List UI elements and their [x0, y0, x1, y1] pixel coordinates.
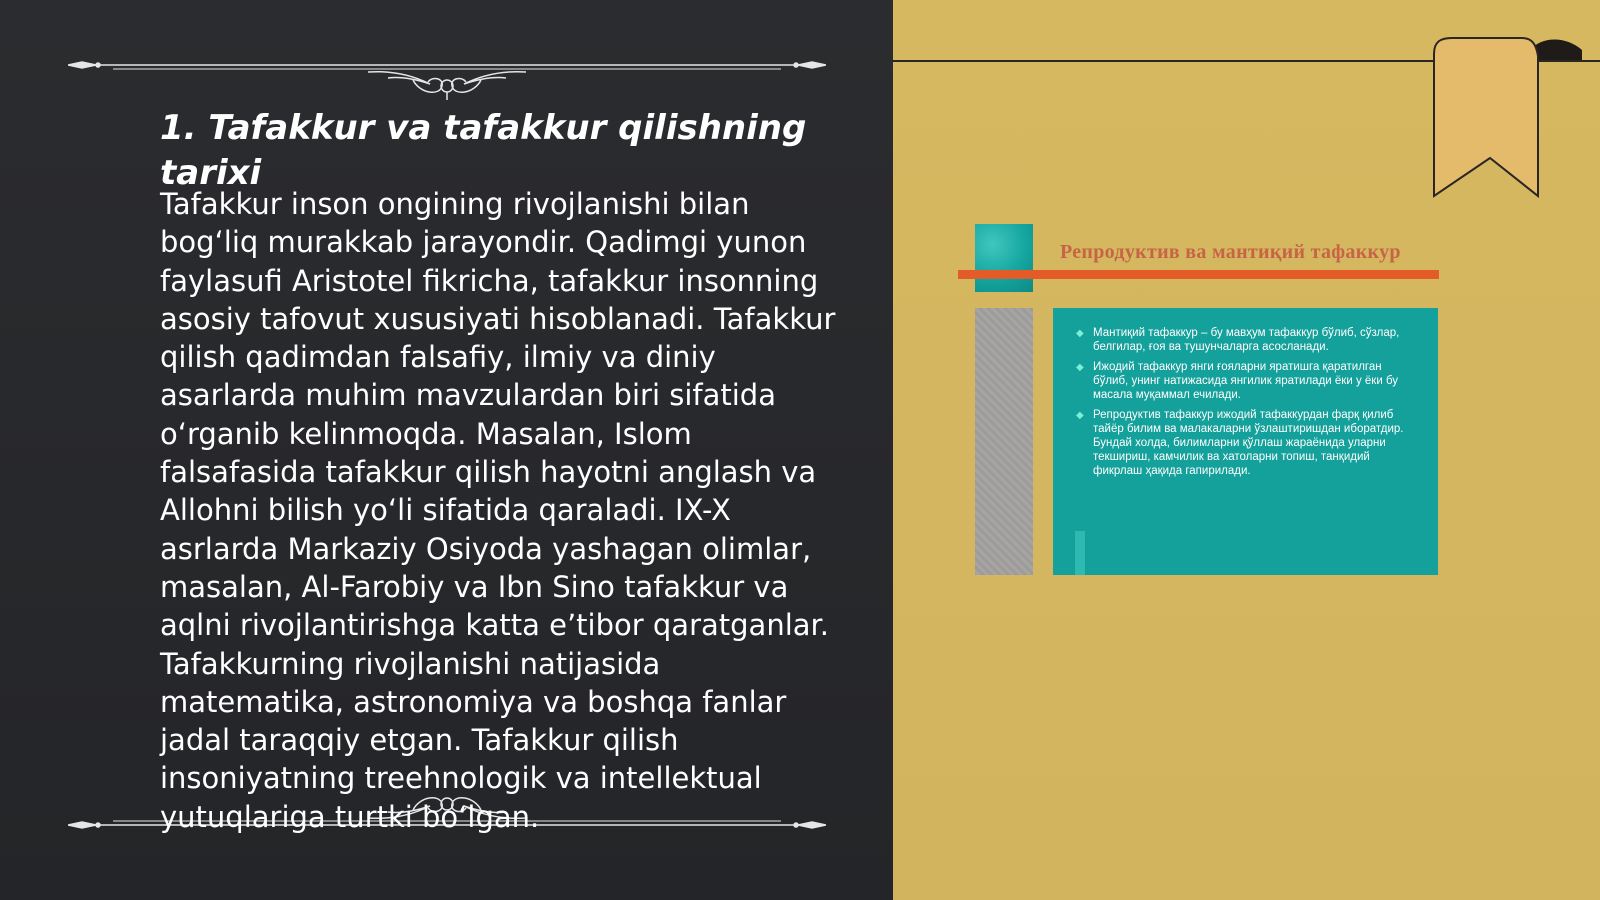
bullet-text: Мантиқий тафаккур – бу мавҳум тафаккур бўлиб, сўзлар, белгилар, ғоя ва тушунчаларга асосланади. [1093, 327, 1400, 353]
list-item [1076, 360, 1420, 402]
bookmark-ribbon-icon [1432, 36, 1600, 200]
teal-texture-block [975, 224, 1033, 292]
embedded-slide-content-card [1053, 308, 1438, 575]
bullet-text: Ижодий тафаккур янги ғояларни яратишга қаратилган бўлиб, унинг натижасида янгилик яратилади ёки у ёки бу масала муқаммал ечилади. [1093, 361, 1399, 401]
list-item [1076, 408, 1420, 478]
top-ornament-divider [68, 50, 826, 100]
embedded-slide-title: Репродуктив ва мантиқий тафаккур [1060, 241, 1401, 263]
slide-body-text: Tafakkur inson ongining rivojlanishi bilan bog‘liq murakkab jarayondir. Qadimgi yunon faylasufi Aristotel fikricha, tafakkur insonning asosiy tafovut xususiyati hisoblanadi. Tafakkur qilish qadimdan falsafiy, ilmiy va diniy asarlarda muhim mavzulardan biri sifatida o‘rganib kelinmoqda. Masalan, Islom falsafasida tafakkur qilish hayotni anglash va Allohni bilish yo‘li sifatida qaraladi. IX-X asrlarda Markaziy Osiyoda yashagan olimlar, masalan, Al-Farobiy va Ibn Sino tafakkur va aqlni rivojlantirishga katta e’tibor qaratganlar. Tafakkurning rivojlanishi natijasida matematika, astronomiya va boshqa fanlar jadal taraqqiy etgan. Tafakkur qilish insoniyatning treehnologik va intellektual yutuqlariga turtki bo‘lgan. [160, 187, 836, 834]
bullet-icon: ◆ [1076, 410, 1084, 421]
gray-texture-strip [975, 308, 1033, 575]
bullet-icon: ◆ [1076, 328, 1084, 339]
bullet-text: Репродуктив тафаккур ижодий тафаккурдан фарқ қилиб тайёр билим ва малакаларни ўзлаштиришдан иборатдир. Бундай холда, билимларни қўллаш жараёнида уларни текшириш, камчилик ва хатоларни топиш, танқидий фикрлаш ҳақида гапирилади. [1093, 409, 1404, 477]
slide-title: 1. Tafakkur va tafakkur qilishning tarixi [160, 108, 807, 193]
embedded-bullet-list [1053, 308, 1438, 478]
list-item [1076, 326, 1420, 354]
bullet-icon: ◆ [1076, 362, 1084, 373]
embedded-slide-red-bar [958, 270, 1439, 279]
card-accent-bar [1075, 531, 1085, 575]
